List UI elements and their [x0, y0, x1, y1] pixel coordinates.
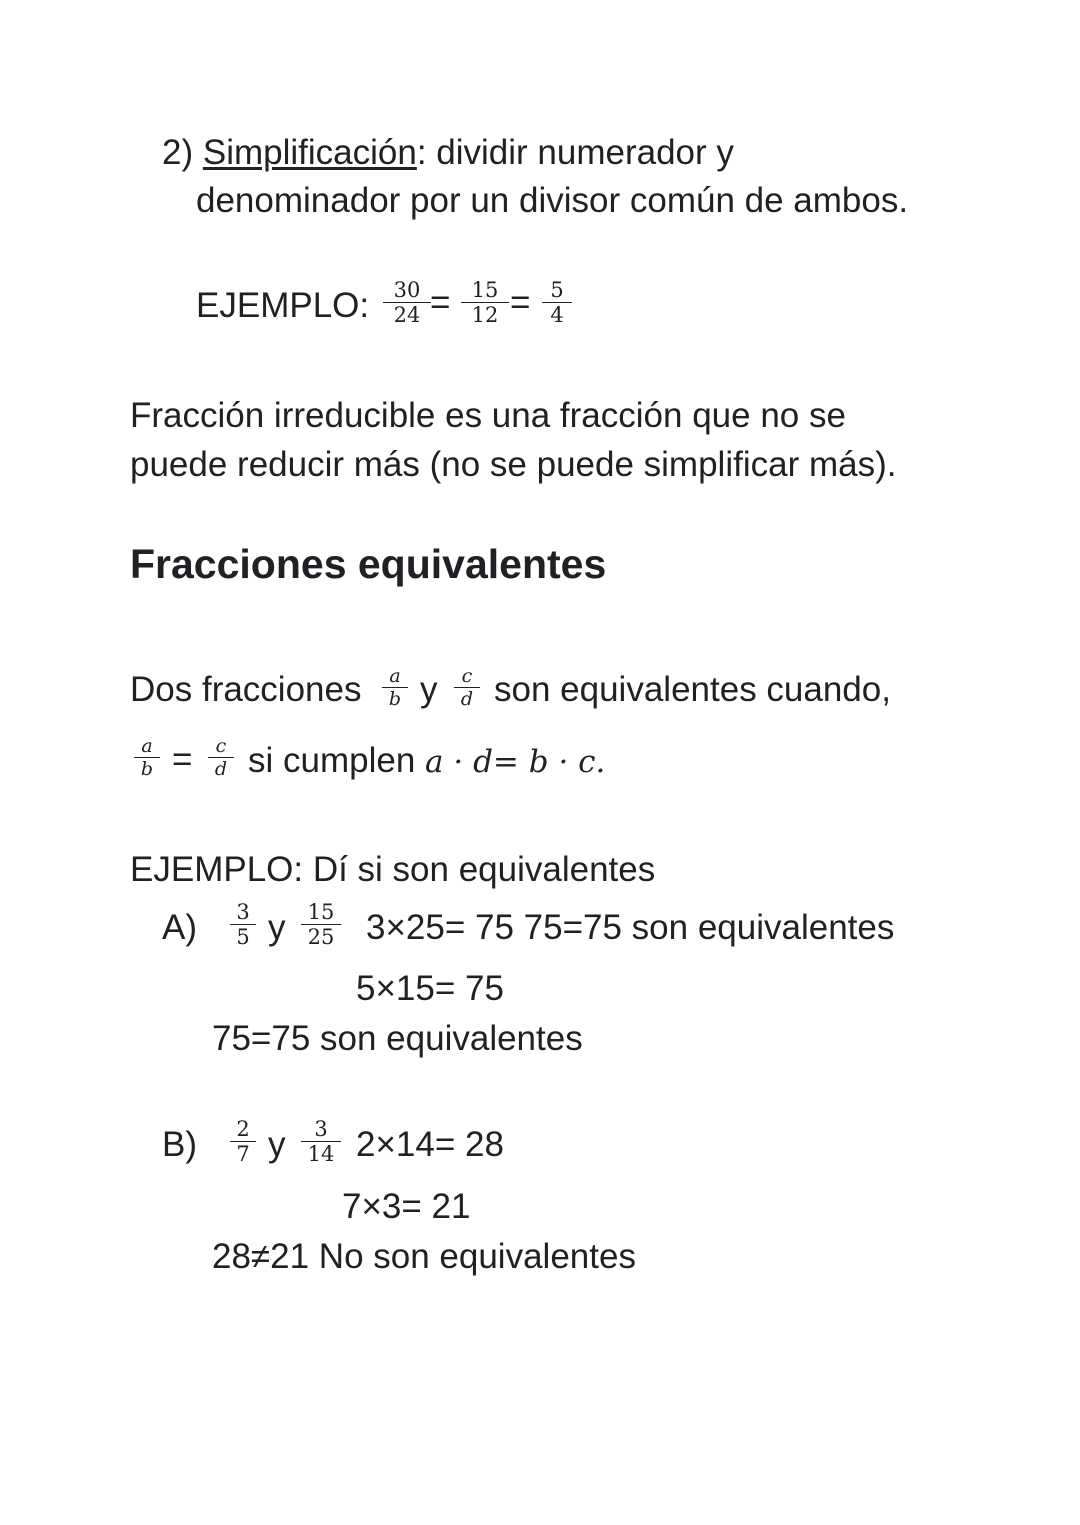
definition-and: y — [420, 670, 438, 709]
example-1-fraction-2: 15 12 — [460, 278, 510, 327]
example-b-line-3: 28≠21 No son equivalentes — [212, 1237, 636, 1276]
list-number: 2) — [162, 133, 203, 172]
example-1-label: EJEMPLO: — [196, 286, 370, 325]
simplification-line-1 — [162, 133, 734, 173]
example-a-label: A) — [162, 908, 197, 947]
definition-fraction-c-d: c d — [452, 665, 482, 710]
simplification-definition: : dividir numerador y — [416, 133, 734, 172]
equals-sign: = — [510, 283, 531, 322]
definition-prefix: Dos fracciones — [130, 670, 362, 709]
simplification-line-2: denominador por un divisor común de ambos. — [196, 181, 909, 220]
section-title: Fracciones equivalentes — [130, 541, 607, 587]
irreducible-line-2: puede reducir más (no se puede simplificar más). — [130, 445, 897, 484]
example-b-fraction-1: 2 7 — [228, 1117, 258, 1166]
definition-condition — [248, 741, 605, 782]
simplification-term: Simplificación — [202, 133, 417, 172]
definition-fraction-a-b: a b — [380, 665, 410, 710]
example-1-fraction-1: 30 24 — [382, 278, 432, 327]
definition-equals: = — [172, 740, 193, 779]
example-a-and: y — [268, 908, 286, 947]
definition-suffix: son equivalentes cuando, — [494, 670, 891, 709]
condition-formula: a · d= b · c. — [425, 744, 606, 780]
example-a-fraction-2: 15 25 — [300, 900, 342, 949]
example-b-line-1: 2×14= 28 — [356, 1125, 504, 1164]
example-b-label: B) — [162, 1125, 197, 1164]
example-1-fraction-3: 5 4 — [540, 278, 574, 327]
definition-fraction-c-d-2: c d — [206, 735, 236, 780]
example-b-and: y — [268, 1125, 286, 1164]
equals-sign: = — [430, 283, 451, 322]
example-a-line-1: 3×25= 75 75=75 son equivalentes — [366, 908, 895, 947]
definition-fraction-a-b-2: a b — [132, 735, 162, 780]
example-2-title: EJEMPLO: Dí si son equivalentes — [130, 850, 656, 889]
example-a-line-3: 75=75 son equivalentes — [212, 1019, 583, 1058]
condition-text: si cumplen — [248, 741, 416, 780]
example-a-line-2: 5×15= 75 — [356, 969, 504, 1008]
irreducible-line-1: Fracción irreducible es una fracción que no se — [130, 396, 846, 435]
example-a-fraction-1: 3 5 — [228, 900, 258, 949]
example-b-line-2: 7×3= 21 — [342, 1187, 471, 1226]
example-b-fraction-2: 3 14 — [300, 1117, 342, 1166]
